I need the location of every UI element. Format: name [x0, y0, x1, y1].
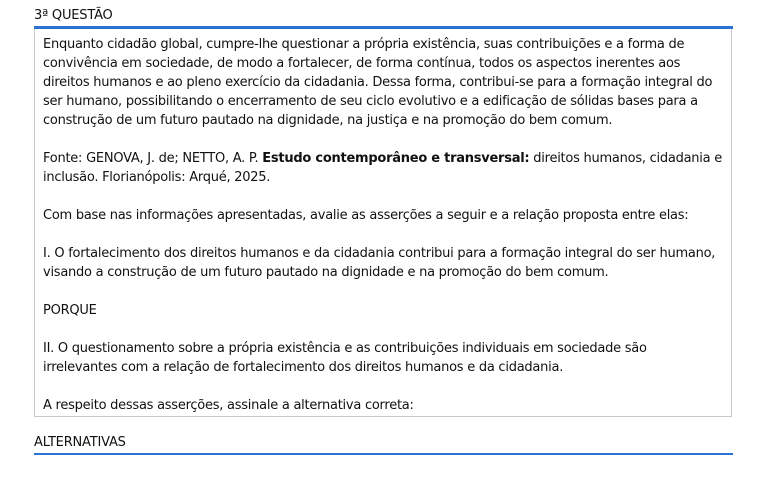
alternatives-header-divider	[34, 453, 733, 455]
connector-text: PORQUE	[43, 303, 97, 318]
source-title: Estudo contemporâneo e transversal:	[262, 151, 530, 166]
assertion-1: I. O fortalecimento dos direitos humanos e da cidadania contribui para a formação integral do ser humano, visando a construção de um futuro pautado na dignidade e na promoção do bem comum.	[43, 246, 716, 280]
alternatives-title: ALTERNATIVAS	[34, 435, 126, 450]
alternatives-header	[34, 435, 733, 455]
context-paragraph: Enquanto cidadão global, cumpre-lhe questionar a própria existência, suas contribuições e a forma de convivência em sociedade, de modo a fortalecer, de forma contínua, todos os aspectos inerentes aos direitos humanos e ao pleno exercício da cidadania. Dessa forma, contribui-se para a formação integral do ser humano, possibilitando o encerramento de seu ciclo evolutivo e a edificação de sólidas bases para a construção de um futuro pautado na dignidade, na justiça e na promoção do bem comum.	[43, 37, 713, 128]
prompt-paragraph: A respeito dessas asserções, assinale a alternativa correta:	[43, 398, 414, 413]
question-title: 3ª QUESTÃO	[34, 8, 113, 23]
source-citation	[43, 149, 723, 187]
question-statement-box	[34, 29, 732, 417]
source-suffix: direitos humanos, cidadania e inclusão. Florianópolis: Arqué, 2025.	[43, 151, 722, 185]
question-header	[34, 8, 733, 29]
assertion-2: II. O questionamento sobre a própria existência e as contribuições individuais em sociedade são irrelevantes com a relação de fortalecimento dos direitos humanos e da cidadania.	[43, 341, 647, 375]
source-prefix: Fonte: GENOVA, J. de; NETTO, A. P.	[43, 151, 263, 166]
instruction-paragraph: Com base nas informações apresentadas, avalie as asserções a seguir e a relação proposta entre elas:	[43, 208, 689, 223]
